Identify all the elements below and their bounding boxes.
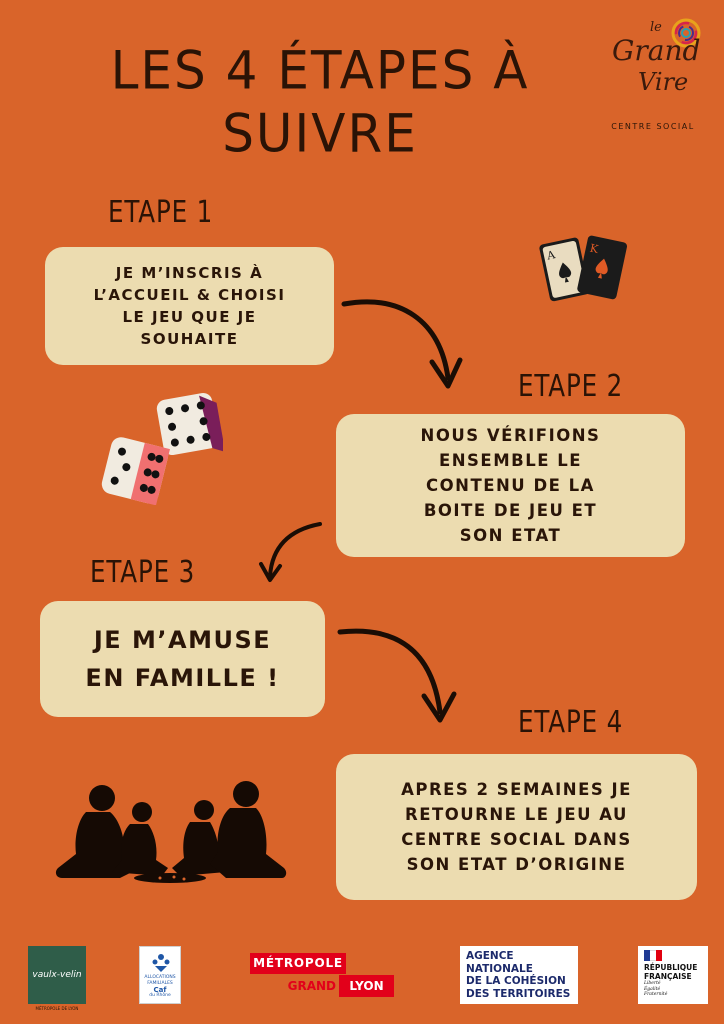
rf-line-2: FRANÇAISE: [644, 972, 692, 981]
caf-logo: [139, 946, 181, 1004]
french-flag-icon: [644, 950, 662, 961]
step-4-line: RETOURNE LE JEU AU: [405, 805, 628, 824]
step-1-box: [45, 247, 334, 365]
caf-name: Caf: [153, 986, 167, 994]
step-2-label: ETAPE 2: [518, 369, 624, 404]
logo-subtitle: CENTRE SOCIAL: [611, 122, 695, 131]
rf-motto-3: Fraternité: [644, 992, 668, 997]
arrow-step1-to-step2: [340, 290, 470, 400]
step-4-box: [336, 754, 697, 900]
caf-region: du Rhône: [149, 993, 171, 998]
step-4-line: APRES 2 SEMAINES JE: [401, 780, 632, 799]
anct-line-3: DE LA COHÉSION: [466, 975, 566, 987]
anct-line-4: DES TERRITOIRES: [466, 987, 571, 1000]
logo-le: le: [650, 20, 662, 35]
step-4-line: SON ETAT D’ORIGINE: [406, 855, 627, 874]
rf-motto-2: Égalité: [644, 986, 661, 992]
title-line-2: SUIVRE: [222, 103, 418, 164]
step-4-label: ETAPE 4: [518, 705, 624, 740]
anct-line-1: AGENCE: [466, 950, 514, 962]
vaulx-velin-name: vaulx-velin: [32, 970, 82, 980]
step-3-line: JE M’AMUSE: [93, 626, 272, 654]
grand-vire-logo: [598, 10, 708, 135]
vaulx-velin-subtitle: MÉTROPOLE DE LYON: [35, 1006, 79, 1011]
step-2-line: NOUS VÉRIFIONS: [420, 426, 601, 445]
republique-francaise-logo: [638, 946, 708, 1004]
caf-line-2: FAMILIALES: [147, 981, 173, 986]
step-2-line: ENSEMBLE LE: [438, 451, 583, 470]
ace-card-letter: A: [545, 248, 557, 263]
step-1-label: ETAPE 1: [108, 195, 214, 230]
logo-vire: Vire: [638, 68, 689, 96]
step-1-line: L’ACCUEIL & CHOISI: [93, 286, 286, 304]
step-2-line: SON ETAT: [459, 526, 562, 545]
step-1-line: SOUHAITE: [140, 330, 239, 348]
step-3-line: EN FAMILLE !: [85, 664, 280, 692]
vaulx-velin-logo: [28, 946, 86, 1004]
step-3-box: [40, 601, 325, 717]
metropole-logo-line-3: LYON: [339, 975, 394, 997]
logo-grand: Grand: [612, 34, 701, 67]
step-1-line: JE M’INSCRIS À: [115, 264, 264, 282]
anct-logo: [460, 946, 578, 1004]
dice-icon: [98, 390, 223, 505]
playing-cards-icon: [538, 232, 630, 304]
step-1-line: LE JEU QUE JE: [122, 308, 257, 326]
page-title: [40, 39, 600, 165]
arrow-step2-to-step3: [258, 518, 328, 588]
caf-line-1: ALLOCATIONS: [144, 975, 176, 980]
step-4-line: CENTRE SOCIAL DANS: [401, 830, 632, 849]
family-silhouette-icon: [50, 780, 290, 890]
step-3-label: ETAPE 3: [90, 555, 196, 590]
metropole-logo-line-2: GRAND: [287, 979, 336, 993]
step-2-line: BOITE DE JEU ET: [423, 501, 598, 520]
rf-line-1: RÉPUBLIQUE: [644, 963, 698, 972]
king-card-letter: K: [588, 241, 600, 257]
caf-family-icon: [151, 953, 171, 973]
metropole-logo-line-1: MÉTROPOLE: [250, 953, 346, 974]
step-2-box: [336, 414, 685, 557]
title-line-1: LES 4 ÉTAPES À: [110, 40, 530, 101]
step-2-line: CONTENU DE LA: [426, 476, 595, 495]
arrow-step3-to-step4: [336, 620, 466, 730]
rf-motto-1: Liberté: [644, 981, 661, 986]
anct-line-2: NATIONALE: [466, 962, 533, 975]
